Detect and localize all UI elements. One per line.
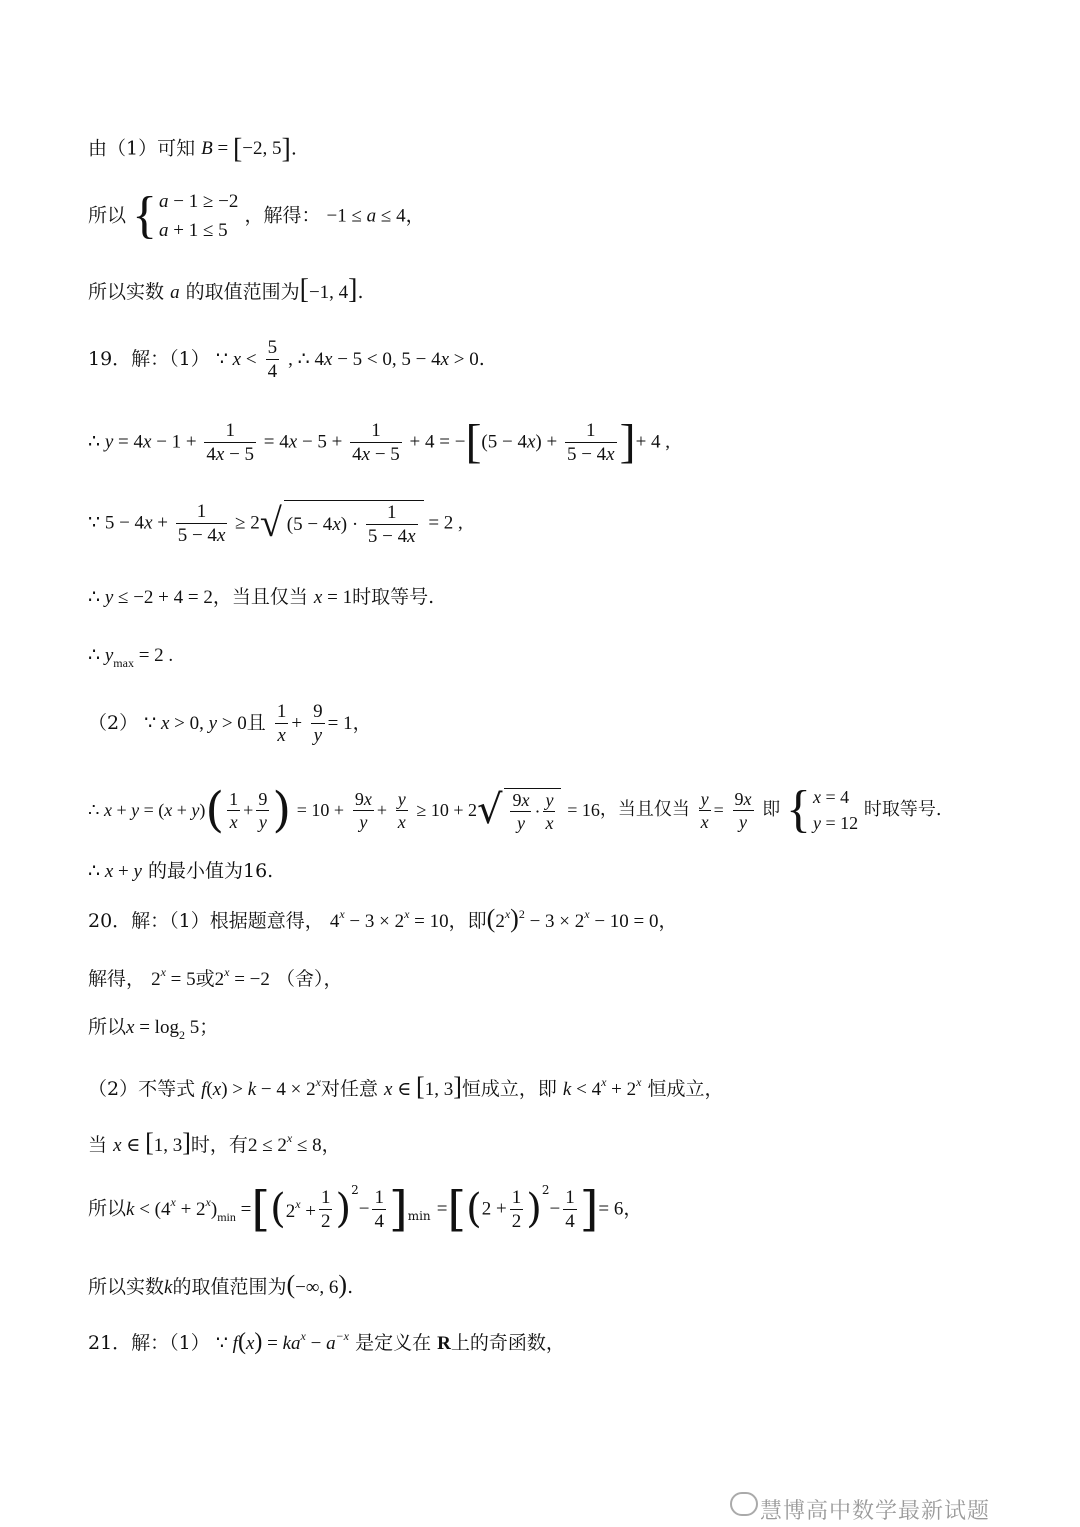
text: 恒成立，: [647, 1078, 724, 1100]
text: ；: [199, 1016, 219, 1038]
text: （2）不等式: [88, 1078, 196, 1100]
text: .: [357, 281, 364, 303]
line-18: 所以实数k的取值范围为(−∞, 6).: [88, 1270, 354, 1299]
text: .: [290, 137, 297, 160]
text: ，: [658, 910, 678, 932]
text: .: [347, 1276, 354, 1298]
line-2: 所以 { a − 1 ≥ −2 a + 1 ≤ 5 ，解得： −1 ≤ a ≤ 4，: [88, 187, 425, 244]
text: ，当且仅当: [599, 799, 690, 820]
text: （舍），: [275, 968, 343, 990]
line-13: 解得， $2^x = 5$或$2^x = -2$ （舍），: [88, 965, 343, 990]
line-12: 20．解：（1）根据题意得， $4^x - 3 \times 2^x = 10$，即$(2^x)^2 - 3 \times 2^x - 10 = 0$，: [88, 904, 678, 933]
text: 的取值范围为: [172, 1276, 287, 1298]
text: 所以: [88, 1016, 127, 1038]
line-4: 19．解：（1） ∵ x < $\frac{5}{4}$ , ∴ 4x − 5 < 0, 5 − 4x > 0.: [88, 337, 485, 382]
text: ，即: [448, 910, 487, 932]
line-17: 所以$k < (4^x + 2^x)_{min} =[(2^x$ + $\frac{1}{2}$ )$^2$− $\frac{1}{4}$ ]$_{min} =[(2$ + $\frac{1}{2}$ )$^2$− $\frac{1}{4}$ ]= 6，: [88, 1181, 643, 1237]
text: 的最小值为16.: [147, 860, 274, 882]
text: 解得，: [88, 968, 146, 990]
text: 由（1）可知: [88, 137, 196, 160]
line-14: 所以$x = \log_2 5$；: [88, 1016, 219, 1042]
text: ，: [405, 204, 425, 227]
text: ，: [352, 712, 372, 734]
line-10: ∴ x + y = (x + y)( $\frac{1}{x}$ + $\frac{9}{y}$ ) = 10 + $\frac{9x}{y}$ + $\frac{y}{x}$ ≥ 10 + 2√ $\frac{9x}{y}$ · $\frac{y}{x}$ = 16，当且仅当 $\frac{y}{x}$ = $\frac{9x}{y}$ 即 { x = 4 y = 12 时取等号.: [88, 781, 942, 838]
line-7: ∴ y ≤ −2 + 4 = 2，当且仅当 x = 1时取等号.: [88, 586, 435, 608]
line-5: ∴ y = 4x − 1 + $\frac{1}{4x - 5}$ = 4x − 5 + $\frac{1}{4x - 5}$ + 4 = −[(5 − 4x) + $\frac{1}{5 - 4x}$ ]+ 4 ,: [88, 415, 671, 468]
text: 21．解：（1）: [88, 1332, 210, 1354]
text: 所以实数: [88, 281, 165, 303]
text: 的取值范围为: [185, 281, 300, 303]
text: 上的奇函数，: [450, 1332, 565, 1354]
text: 所以: [88, 1197, 127, 1220]
text: ，当且仅当: [212, 586, 308, 608]
watermark: 慧博高中数学最新试题: [760, 1499, 991, 1524]
cases-system: { x = 4 y = 12: [785, 781, 859, 838]
text: 所以: [88, 204, 127, 227]
text: 当: [88, 1134, 108, 1156]
text: 对任意: [320, 1078, 378, 1100]
text: ，: [321, 1134, 341, 1156]
line-16: 当 x ∈ [1, 3]时，有$2 \le 2^x \le 8$，: [88, 1128, 341, 1157]
text: 即: [762, 799, 781, 820]
text: 时，有: [190, 1134, 248, 1156]
text: 19．解：（1）: [88, 348, 210, 370]
text: 是定义在: [355, 1332, 432, 1354]
text: 所以实数: [88, 1276, 165, 1298]
text: （2）: [88, 712, 139, 734]
line-6: ∵ 5 − 4x + $\frac{1}{5 - 4x}$ ≥ 2√ (5 − 4x) · $\frac{1}{5 - 4x}$ = 2 ,: [88, 500, 463, 547]
line-1: 由（1）可知 B = [−2, 5].: [88, 134, 297, 165]
text: ，解得：: [244, 204, 321, 227]
text: 恒成立，即: [461, 1078, 557, 1100]
line-3: 所以实数 a 的取值范围为[−1, 4].: [88, 274, 364, 305]
wechat-icon: [730, 1492, 758, 1516]
line-19: 21．解：（1） ∵ $f(x) = ka^x - a^{-x}$ 是定义在 R上的奇函数，: [88, 1329, 565, 1355]
text: 时取等号.: [863, 799, 942, 820]
real-numbers-symbol: R: [437, 1333, 451, 1354]
line-11: ∴ x + y 的最小值为16.: [88, 860, 274, 882]
text: ，: [623, 1197, 643, 1220]
line-15: （2）不等式 $f(x) > k - 4 \times 2^x$对任意 x ∈ [1, 3]恒成立，即 $k < 4^x + 2^x$ 恒成立，: [88, 1072, 724, 1101]
text: .: [478, 348, 485, 370]
text: 20．解：（1）根据题意得，: [88, 910, 324, 932]
text: 时取等号.: [352, 586, 435, 608]
text: 且: [246, 712, 266, 734]
cases-system: { a − 1 ≥ −2 a + 1 ≤ 5: [132, 187, 239, 244]
line-9: （2） ∵ x > 0, y > 0且 $\frac{1}{x}$ + $\frac{9}{y}$ = 1，: [88, 701, 372, 746]
line-8: ∴ $y_{max} = 2$ .: [88, 645, 174, 670]
text: 或: [195, 968, 215, 990]
